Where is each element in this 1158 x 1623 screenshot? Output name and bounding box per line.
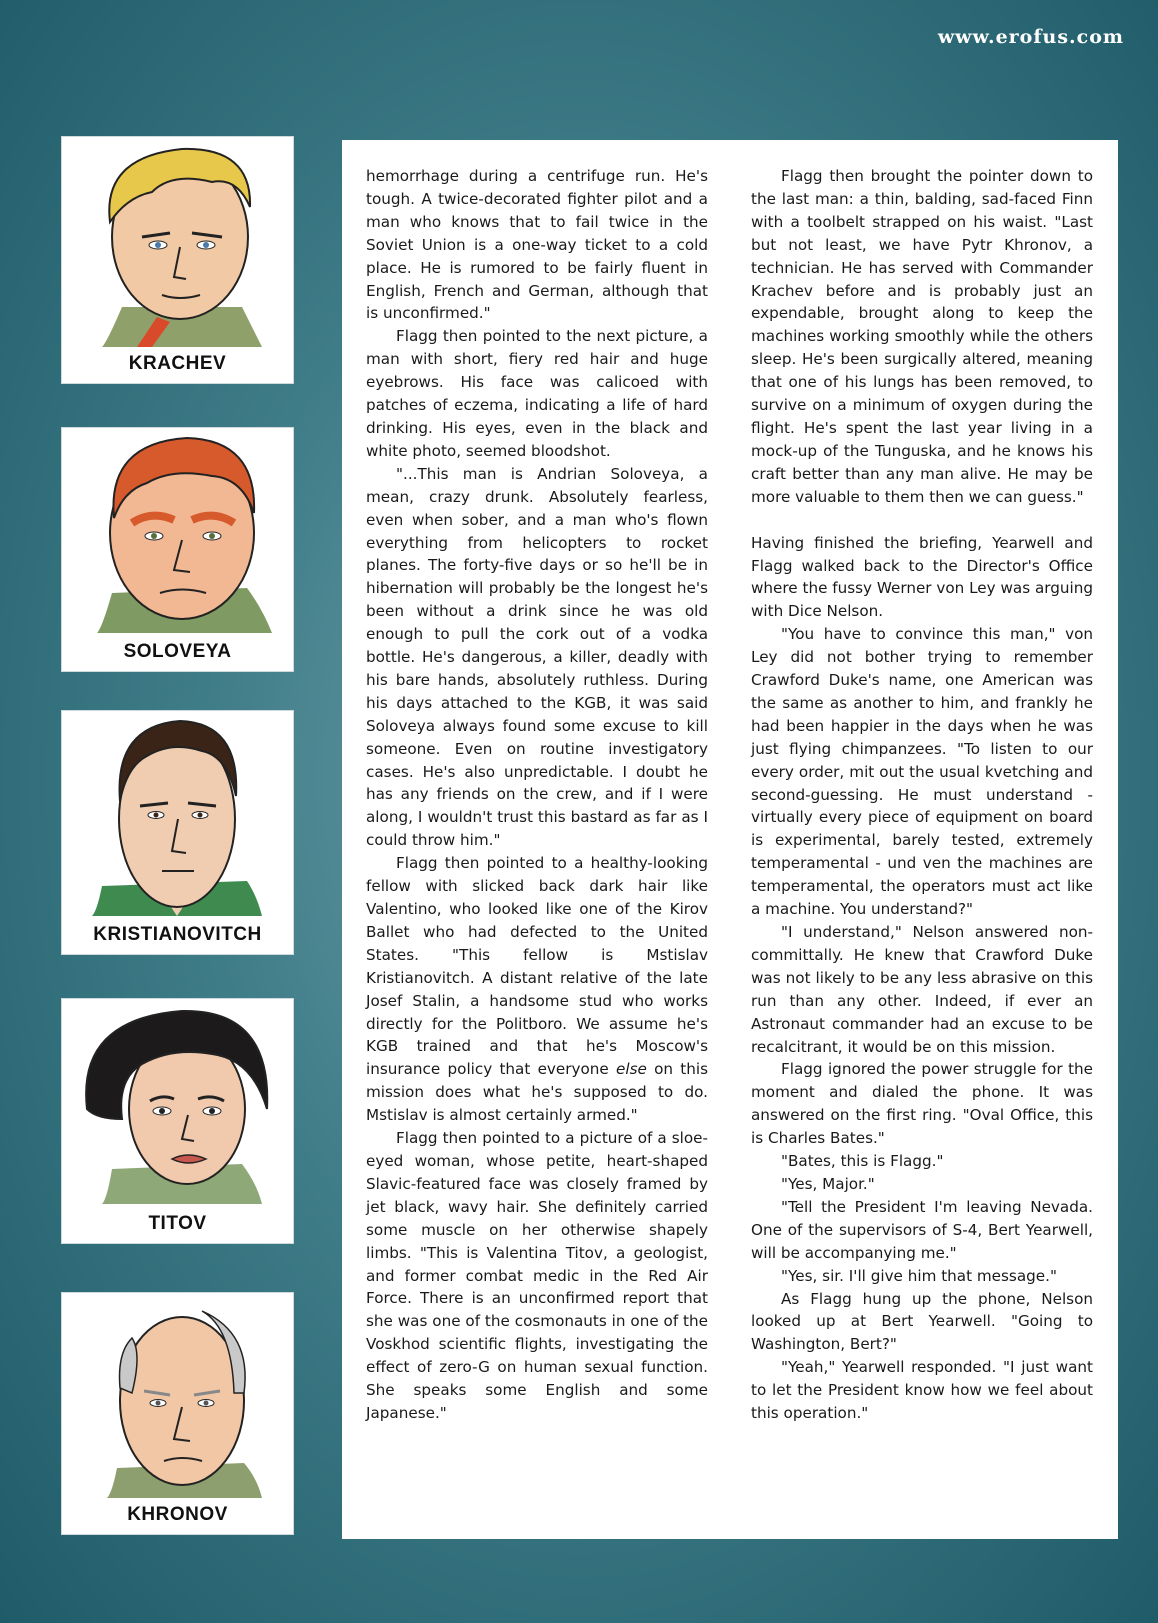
text-panel bbox=[342, 140, 1118, 1539]
paragraph: Flagg then pointed to a picture of a sloe-eyed woman, whose petite, heart-shaped Slavic-featured face was closely framed by jet black, wavy hair. She definitely carried some muscle on her otherwise shapely limbs. "This is Valentina Titov, a geologist, and former combat medic in the Red Air Force. There is an unconfirmed report that she was one of the cosmonauts in one of the Voskhod scientific flights, investigating the effect of zero-G on human sexual function. She speaks some English and some Japanese." bbox=[366, 1129, 708, 1422]
paragraph: "I understand," Nelson answered non-committally. He knew that Crawford Duke was not likely to be any less abrasive on this run than any other. Indeed, if ever an Astronaut commander had an excuse to be recalcitrant, it would be on this mission. bbox=[751, 923, 1093, 1056]
portrait-titov bbox=[61, 998, 294, 1244]
portrait-name: TITOV bbox=[148, 1213, 207, 1234]
paragraph-text: on this mission does what he's supposed to do. Mstislav is almost certainly armed." bbox=[366, 1060, 708, 1125]
text-column-left bbox=[366, 165, 708, 1425]
paragraph: "Yeah," Yearwell responded. "I just want to let the President know how we feel about this operation." bbox=[751, 1358, 1093, 1423]
portrait-kristianovitch bbox=[61, 710, 294, 955]
text-column-right bbox=[751, 165, 1093, 1425]
krachev-face-illustration bbox=[62, 137, 293, 347]
portrait-khronov bbox=[61, 1292, 294, 1535]
portrait-name: SOLOVEYA bbox=[123, 641, 232, 662]
paragraph: "...This man is Andrian Soloveya, a mean, crazy drunk. Absolutely fearless, even when sober, and a man who's flown everything from helicopters to rocket planes. The forty-five days or so he'll be in hibernation will probably be the longest he's been without a drink since he was old enough to pull the cork out of a vodka bottle. He's dangerous, a killer, deadly with his bare hands, absolutely ruthless. During his days attached to the KGB, it was said Soloveya always found some excuse to kill someone. Even on routine investigatory cases. He's also unpredictable. I doubt he has any friends on the crew, and if I were along, I wouldn't trust this bastard as far as I could throw him." bbox=[366, 464, 708, 850]
paragraph bbox=[366, 852, 708, 1127]
paragraph: "Tell the President I'm leaving Nevada. One of the supervisors of S-4, Bert Yearwell, will be accompanying me." bbox=[751, 1197, 1093, 1262]
paragraph-text: Flagg then pointed to a healthy-looking fellow with slicked back dark hair like Valentino, who looked like one of the Kirov Ballet who had defected to the United States. "This fellow is Mstislav Kristianovitch. A distant relative of the late Josef Stalin, a handsome stud who works directly for the Politboro. We assume he's KGB trained and that he's Moscow's insurance policy that everyone bbox=[366, 854, 708, 1079]
paragraph: "Yes, Major." bbox=[781, 1174, 875, 1193]
khronov-face-illustration bbox=[62, 1293, 293, 1498]
paragraph: "Bates, this is Flagg." bbox=[781, 1152, 944, 1171]
paragraph: Flagg then pointed to the next picture, a man with short, fiery red hair and huge eyebrows. His face was calicoed with patches of eczema, indicating a life of hard drinking. His eyes, even in the black and white photo, seemed bloodshot. bbox=[366, 327, 708, 460]
titov-face-illustration bbox=[62, 999, 293, 1204]
paragraph: Having finished the briefing, Yearwell and Flagg walked back to the Director's Office where the fussy Werner von Ley was arguing with Dice Nelson. bbox=[751, 533, 1093, 621]
paragraph: Flagg ignored the power struggle for the moment and dialed the phone. It was answered on the first ring. "Oval Office, this is Charles Bates." bbox=[751, 1060, 1093, 1148]
portrait-krachev bbox=[61, 136, 294, 384]
paragraph: Flagg then brought the pointer down to the last man: a thin, balding, sad-faced Finn with a toolbelt strapped on his waist. "Last but not least, we have Pytr Khronov, a technician. He has served with Commander Krachev before and is probably just an expendable, brought along to keep the machines working smoothly while the others sleep. He's been surgically altered, meaning that one of his lungs has been removed, to survive on a minimum of oxygen during the flight. He's spent the last year living in a mock-up of the Tunguska, and he knows his craft better than any man alive. He may be more valuable to them then we can guess." bbox=[751, 167, 1093, 506]
paragraph: hemorrhage during a centrifuge run. He's tough. A twice-decorated fighter pilot and a man who knows that to fail twice in the Soviet Union is a one-way ticket to a cold place. He is rumored to be fairly fluent in English, French and German, although that is unconfirmed." bbox=[366, 167, 708, 323]
watermark: www.erofus.com bbox=[937, 26, 1124, 48]
paragraph: "Yes, sir. I'll give him that message." bbox=[781, 1266, 1057, 1285]
soloveya-face-illustration bbox=[62, 428, 293, 633]
kristianovitch-face-illustration bbox=[62, 711, 293, 916]
portrait-name: KRISTIANOVITCH bbox=[93, 924, 262, 945]
paragraph: "You have to convince this man," von Ley did not bother trying to remember Crawford Duke's name, one American was the same as another to him, and frankly he had been happier in the days when he was just flying chimpanzees. "To listen to our every order, mit out the usual kvetching and second-guessing. He must understand - virtually every piece of equipment on board is experimental, barely tested, extremely temperamental - und ven the machines are temperamental, the operators must act like a machine. You understand?" bbox=[751, 625, 1093, 919]
portrait-name: KRACHEV bbox=[128, 353, 227, 374]
portrait-name: KHRONOV bbox=[127, 1504, 228, 1525]
portrait-soloveya bbox=[61, 427, 294, 672]
emphasis-text: else bbox=[616, 1060, 647, 1079]
paragraph: As Flagg hung up the phone, Nelson looked up at Bert Yearwell. "Going to Washington, Bert?" bbox=[751, 1289, 1093, 1354]
